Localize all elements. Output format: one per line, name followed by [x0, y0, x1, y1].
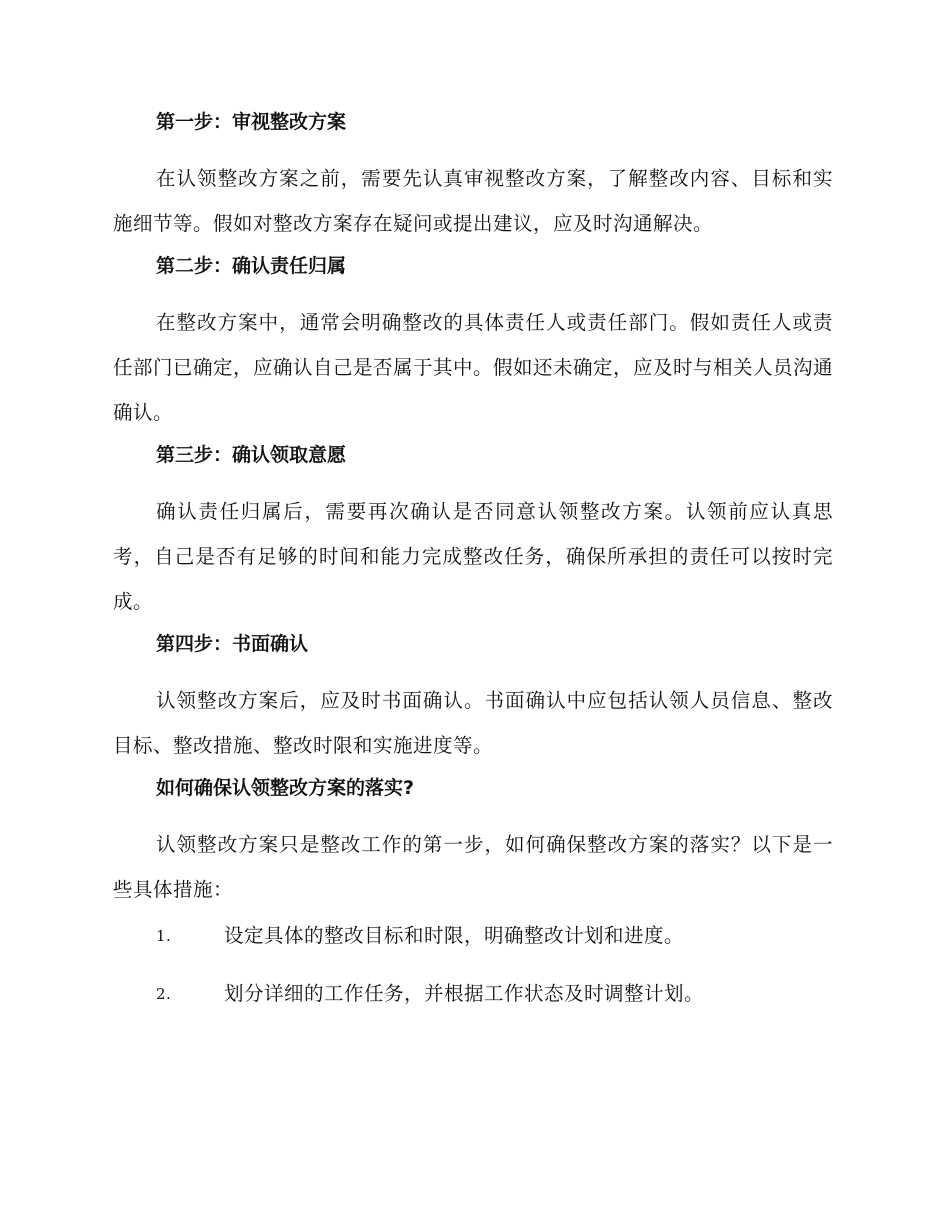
document-content [113, 108, 833, 1038]
list-item-number: 1. [156, 927, 172, 945]
list-item-text: 设定具体的整改目标和时限，明确整改计划和进度。 [224, 924, 685, 947]
section-body-step-2: 在整改方案中，通常会明确整改的具体责任人或责任部门。假如责任人或责任部门已确定，应确认自己是否属于其中。假如还未确定，应及时与相关人员沟通确认。 [113, 311, 834, 424]
section-heading-step-3: 第三步：确认领取意愿 [156, 444, 347, 466]
list-item-text: 划分详细的工作任务，并根据工作状态及时调整计划。 [224, 982, 705, 1005]
section-heading-step-4: 第四步：书面确认 [156, 633, 309, 655]
list-item [113, 922, 833, 980]
section-heading-step-2: 第二步：确认责任归属 [156, 255, 347, 277]
section-heading-implementation: 如何确保认领整改方案的落实? [156, 777, 415, 799]
section-body-step-4: 认领整改方案后，应及时书面确认。书面确认中应包括认领人员信息、整改目标、整改措施、整改时限和实施进度等。 [113, 689, 833, 757]
section-body-step-1: 在认领整改方案之前，需要先认真审视整改方案，了解整改内容、目标和实施细节等。假如对整改方案存在疑问或提出建议，应及时沟通解决。 [113, 167, 833, 235]
section-body-implementation: 认领整改方案只是整改工作的第一步，如何确保整改方案的落实？以下是一些具体措施： [113, 833, 833, 901]
section-body-step-3: 确认责任归属后，需要再次确认是否同意认领整改方案。认领前应认真思考，自己是否有足够的时间和能力完成整改任务，确保所承担的责任可以按时完成。 [113, 500, 833, 613]
measures-list [113, 922, 833, 1038]
section-heading-step-1: 第一步：审视整改方案 [156, 111, 347, 133]
list-item-number: 2. [156, 985, 172, 1003]
list-item [113, 980, 833, 1038]
